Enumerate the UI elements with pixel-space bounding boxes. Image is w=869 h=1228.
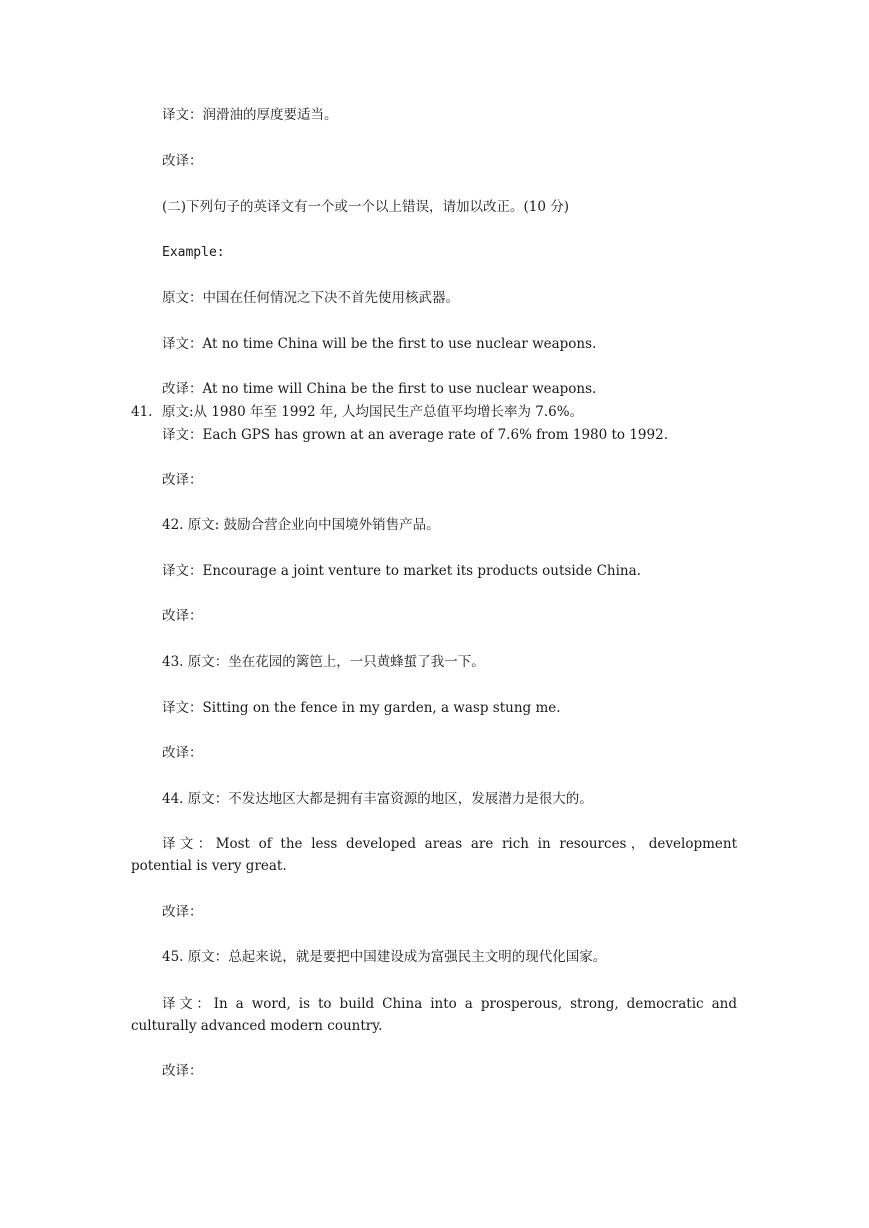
q41-source: 原文:从 1980 年至 1992 年, 人均国民生产总值平均增长率为 7.6%。 [162, 404, 584, 420]
q43-source: 43. 原文：坐在花园的篱笆上，一只黄蜂蜇了我一下。 [162, 654, 485, 670]
q45-revision-label: 改译： [162, 1063, 203, 1079]
q45-translation: 译文：In a word, is to build China into a prosperous, strong, democratic and culturally advanced modern country. [131, 996, 737, 1034]
q45-source: 45. 原文：总起来说，就是要把中国建设成为富强民主文明的现代化国家。 [162, 949, 607, 965]
q42-source: 42. 原文: 鼓励合营企业向中国境外销售产品。 [162, 517, 440, 533]
example-label: Example: [162, 245, 225, 260]
question-number-41: 41. [131, 404, 153, 420]
translation-line: 译文：润滑油的厚度要适当。 [162, 107, 338, 123]
q42-revision-label: 改译： [162, 608, 203, 624]
q44-revision-label: 改译： [162, 904, 203, 920]
q41-translation: 译文：Each GPS has grown at an average rate of 7.6% from 1980 to 1992. [162, 427, 668, 443]
example-translation: 译文：At no time China will be the first to use nuclear weapons. [162, 336, 597, 352]
example-revision: 改译：At no time will China be the first to use nuclear weapons. [162, 381, 597, 397]
q42-translation: 译文：Encourage a joint venture to market its products outside China. [162, 563, 641, 579]
q44-source: 44. 原文：不发达地区大都是拥有丰富资源的地区，发展潜力是很大的。 [162, 791, 593, 807]
section-heading: (二)下列句子的英译文有一个或一个以上错误，请加以改正。(10 分) [162, 199, 570, 215]
revision-label: 改译： [162, 153, 203, 169]
q43-revision-label: 改译： [162, 745, 203, 761]
q41-revision-label: 改译： [162, 472, 203, 488]
q44-translation: 译文：Most of the less developed areas are rich in resources，development potential is very great. [131, 836, 737, 874]
q43-translation: 译文：Sitting on the fence in my garden, a wasp stung me. [162, 700, 561, 716]
example-source: 原文：中国在任何情况之下决不首先使用核武器。 [162, 290, 459, 306]
